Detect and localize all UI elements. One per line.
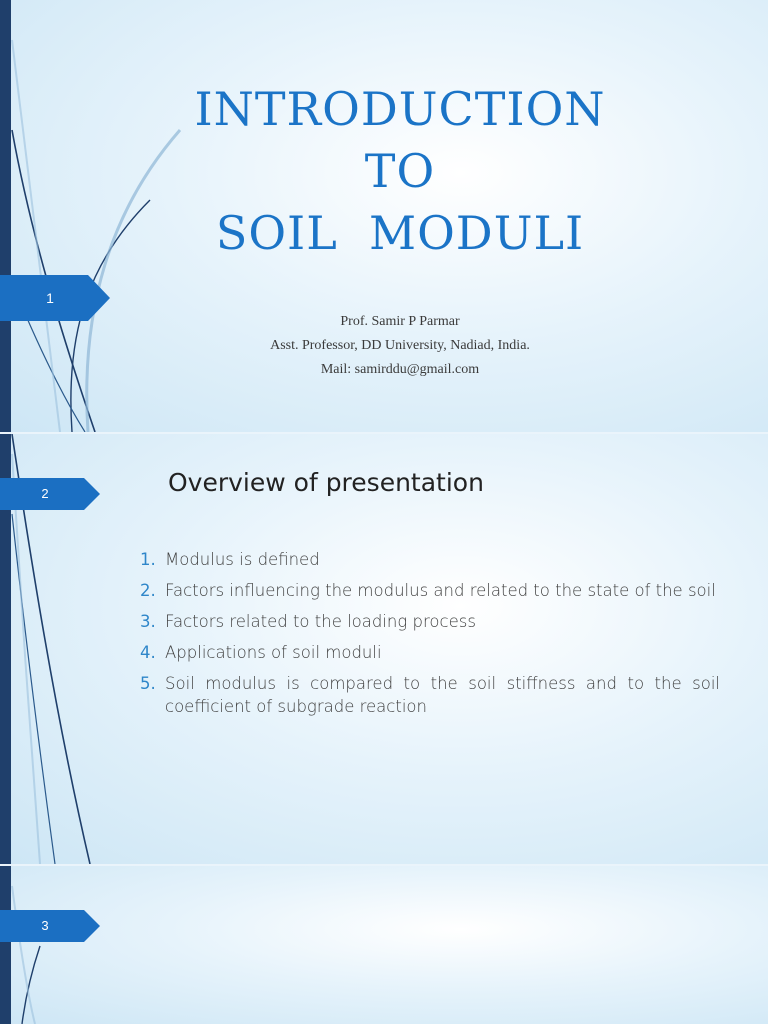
slide-title — [100, 78, 700, 264]
slide-2 — [0, 434, 768, 864]
author-position: Asst. Professor, DD University, Nadiad, India. — [270, 338, 530, 353]
slide-number-badge — [0, 275, 110, 321]
title-line: INTRODUCTION — [194, 82, 606, 136]
slide-title: Overview of presentation — [168, 468, 484, 497]
slide-number-badge — [0, 478, 110, 510]
list-text: Factors related to the loading process — [165, 612, 476, 631]
list-text: Applications of soil moduli — [165, 643, 382, 662]
slide-number: 1 — [46, 290, 54, 306]
list-item — [140, 579, 720, 602]
slide-number: 2 — [41, 486, 49, 501]
list-number: 3. — [140, 612, 156, 631]
list-text: Soil modulus is compared to the soil stiffness and to the soil coefficient of subgrade reaction — [165, 674, 720, 716]
slide-3 — [0, 866, 768, 1024]
list-text: Modulus is defined — [165, 550, 320, 569]
slide-number: 3 — [41, 918, 49, 933]
slide-1 — [0, 0, 768, 432]
list-item — [140, 548, 720, 571]
title-line: TO — [364, 144, 436, 198]
title-line: SOIL MODULI — [215, 206, 585, 260]
list-number: 5. — [140, 674, 156, 693]
list-number: 4. — [140, 643, 156, 662]
author-name: Prof. Samir P Parmar — [340, 314, 460, 329]
author-block — [180, 310, 620, 382]
list-item — [140, 641, 720, 664]
left-accent-bar — [0, 866, 11, 1024]
list-text: Factors influencing the modulus and related to the state of the soil — [165, 581, 716, 600]
slide-number-badge — [0, 910, 110, 942]
list-item — [140, 610, 720, 633]
list-number: 2. — [140, 581, 156, 600]
list-item — [140, 672, 720, 718]
author-email: Mail: samirddu@gmail.com — [320, 362, 480, 377]
list-number: 1. — [140, 550, 156, 569]
decorative-swoosh — [0, 866, 768, 1024]
left-accent-bar — [0, 0, 11, 432]
overview-list — [140, 548, 720, 726]
